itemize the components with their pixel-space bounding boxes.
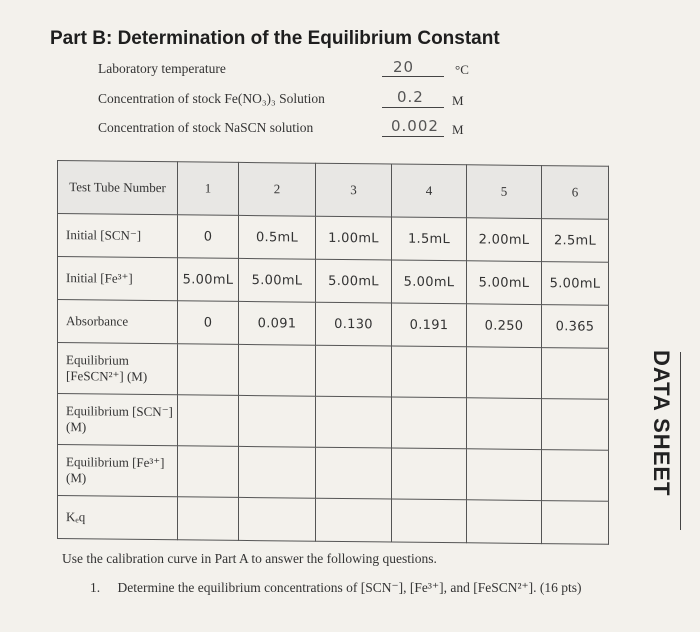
table-cell: 0.250 — [467, 304, 542, 348]
data-sheet-side-label: DATA SHEET — [649, 350, 674, 497]
table-row-eq-fescn — [58, 343, 609, 400]
data-table — [57, 160, 609, 545]
row-label: Kₑq — [58, 496, 178, 540]
table-cell: 0 — [178, 301, 239, 345]
lab-temp-underline — [382, 76, 444, 77]
table-cell: 1.5mL — [392, 217, 467, 261]
table-cell — [178, 497, 239, 541]
table-cell — [239, 446, 316, 498]
row-label: Initial [SCN⁻] — [58, 214, 178, 258]
table-cell — [239, 497, 316, 541]
question-1-text: Determine the equilibrium concentrations of [SCN⁻], [Fe³⁺], and [FeSCN²⁺]. (16 pts) — [117, 580, 582, 595]
table-cell: 2.00mL — [467, 218, 542, 262]
table-cell — [178, 395, 239, 447]
lab-temp-label: Laboratory temperature — [98, 61, 226, 76]
table-cell — [392, 499, 467, 543]
table-cell — [542, 501, 609, 545]
scn-conc-label: Concentration of stock NaSCN solution — [98, 120, 314, 135]
table-row-eq-scn — [58, 394, 609, 451]
scn-conc-unit: M — [452, 122, 464, 137]
table-cell — [542, 399, 609, 451]
table-cell — [392, 346, 467, 398]
table-row-keq — [58, 496, 609, 545]
side-label-rule — [680, 352, 681, 530]
scn-conc-underline — [382, 136, 444, 137]
fe-conc-unit: M — [452, 93, 464, 108]
table-cell — [239, 344, 316, 396]
question-1 — [90, 580, 582, 596]
table-cell: 5.00mL — [239, 258, 316, 302]
table-cell: 0.191 — [392, 303, 467, 347]
table-cell: 0 — [178, 215, 239, 259]
fe-conc-value: 0.2 — [397, 88, 424, 106]
tube-number: 3 — [316, 163, 392, 217]
row-label: Equilibrium [SCN⁻] (M) — [58, 394, 178, 446]
table-row-initial-scn — [58, 214, 609, 263]
table-cell: 0.130 — [316, 302, 392, 346]
scn-conc-value: 0.002 — [391, 117, 439, 135]
table-cell — [542, 450, 609, 502]
row-label: Absorbance — [58, 300, 178, 344]
page-title: Part B: Determination of the Equilibrium Constant — [50, 28, 500, 49]
table-cell — [392, 397, 467, 449]
table-row-absorbance — [58, 300, 609, 349]
row-label: Equilibrium [Fe³⁺] (M) — [58, 445, 178, 497]
row-label: Initial [Fe³⁺] — [58, 257, 178, 301]
table-cell: 1.00mL — [316, 216, 392, 260]
table-row-eq-fe — [58, 445, 609, 502]
row-label: Equilibrium [FeSCN²⁺] (M) — [58, 343, 178, 395]
table-cell — [542, 348, 609, 400]
table-cell — [178, 446, 239, 498]
lab-temp-unit: °C — [455, 62, 469, 77]
tube-number: 5 — [467, 165, 542, 219]
table-cell: 0.091 — [239, 301, 316, 345]
table-row-initial-fe — [58, 257, 609, 306]
table-cell — [316, 345, 392, 397]
fe-conc-label: Concentration of stock Fe(NO₃)₃ Solution — [98, 91, 325, 106]
header-label: Test Tube Number — [58, 161, 178, 215]
table-cell: 2.5mL — [542, 219, 609, 263]
table-cell: 5.00mL — [178, 258, 239, 302]
tube-number: 6 — [542, 166, 609, 220]
tube-number: 1 — [178, 162, 239, 216]
table-cell: 5.00mL — [392, 260, 467, 304]
table-cell — [392, 448, 467, 500]
table-cell: 5.00mL — [316, 259, 392, 303]
fe-conc-underline — [382, 107, 444, 108]
tube-number: 4 — [392, 164, 467, 218]
table-cell — [467, 500, 542, 544]
table-cell — [467, 449, 542, 501]
table-cell — [316, 447, 392, 499]
table-cell — [178, 344, 239, 396]
table-cell: 0.365 — [542, 305, 609, 349]
table-cell — [467, 398, 542, 450]
table-cell — [316, 396, 392, 448]
lab-temp-value: 20 — [393, 58, 415, 76]
question-1-number: 1. — [90, 580, 101, 595]
table-cell — [316, 498, 392, 542]
tube-number: 2 — [239, 162, 316, 216]
table-cell: 0.5mL — [239, 215, 316, 259]
question-intro: Use the calibration curve in Part A to answer the following questions. — [62, 551, 437, 566]
table-cell — [467, 347, 542, 399]
table-header-row — [58, 161, 609, 220]
table-cell: 5.00mL — [467, 261, 542, 305]
table-cell — [239, 395, 316, 447]
table-cell: 5.00mL — [542, 262, 609, 306]
